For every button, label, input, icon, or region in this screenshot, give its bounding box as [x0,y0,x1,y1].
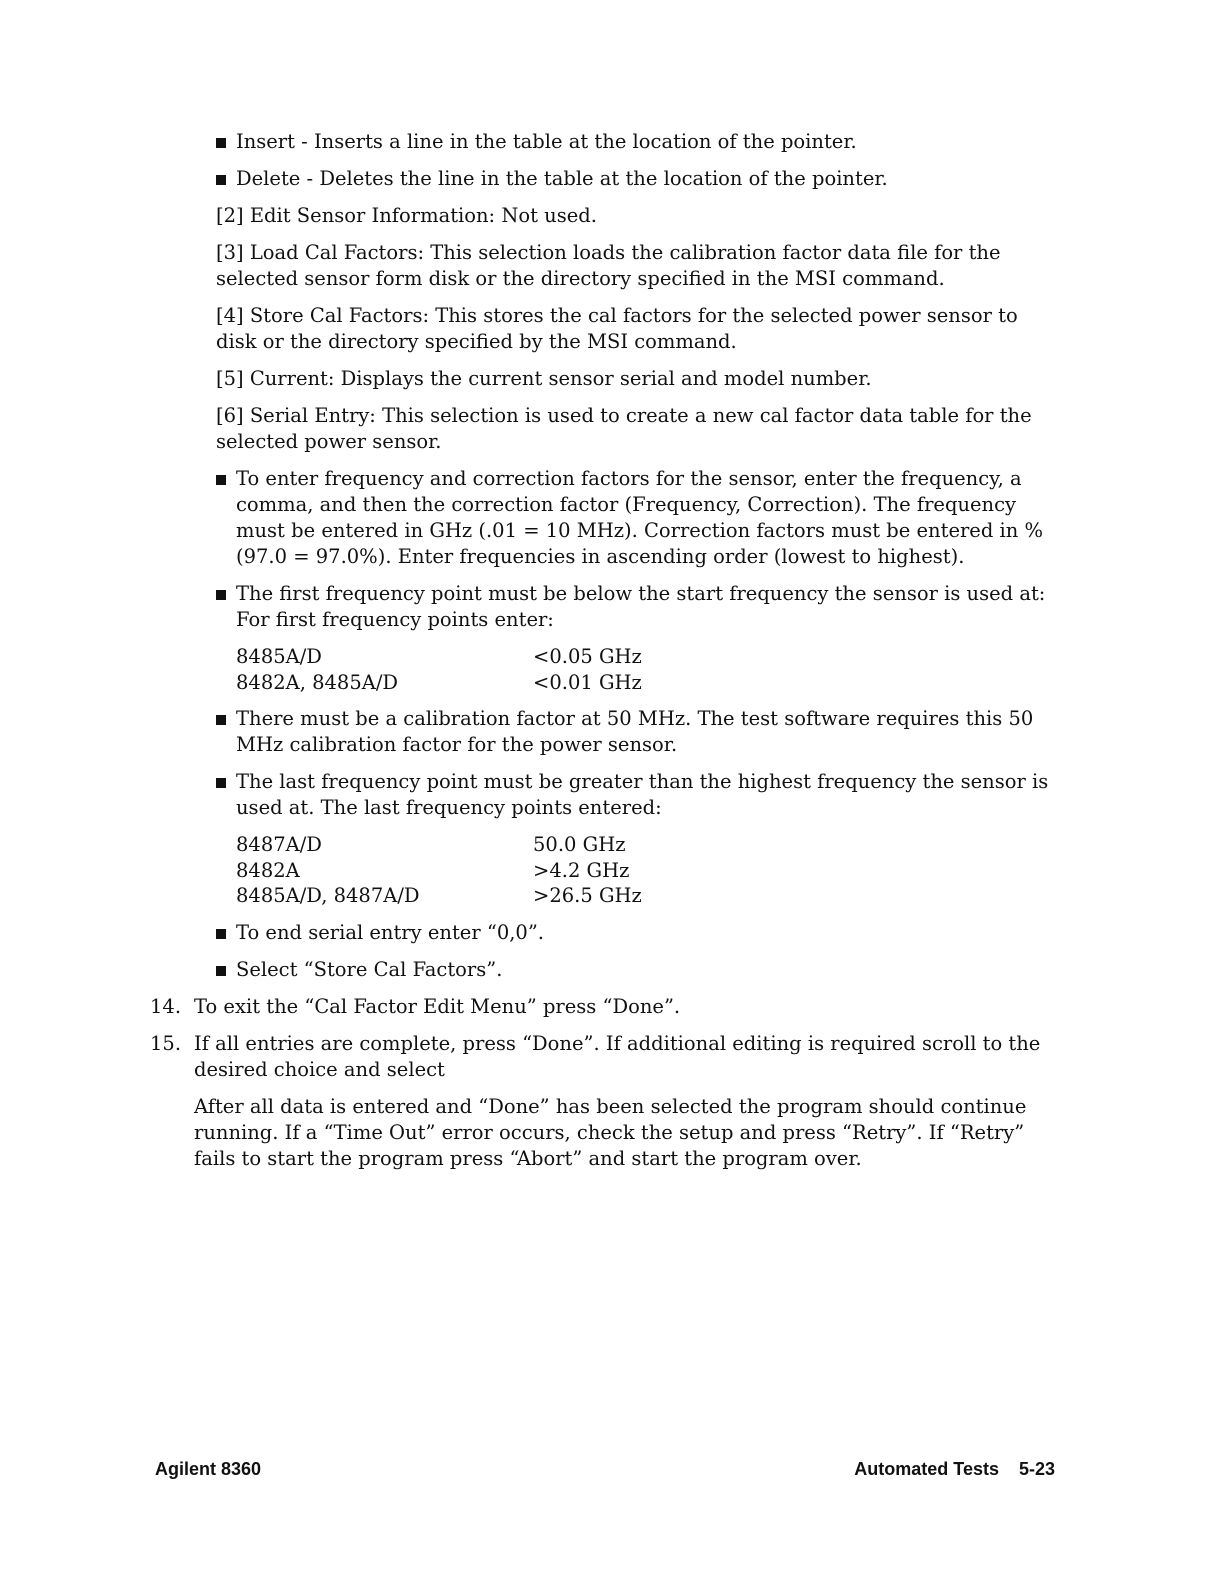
square-bullet-icon [216,590,226,600]
table-row [236,670,642,696]
footer-page-number: 5-23 [1018,1459,1055,1479]
cal-factor-menu-section [216,129,1054,983]
square-bullet-icon [216,475,226,485]
table-row [236,883,642,909]
page-content [150,129,1054,1183]
last-frequency-table [236,832,642,909]
footer-section: Automated Tests [854,1459,999,1479]
bullet-last-frequency [216,769,1054,821]
frequency-cell: <0.01 GHz [533,670,642,694]
frequency-cell: >4.2 GHz [533,858,630,882]
square-bullet-icon [216,778,226,788]
bullet-50mhz-factor [216,706,1054,758]
sensor-cell: 8487A/D [236,833,322,856]
bullet-text: The last frequency point must be greater than the highest frequency the sensor is used at. The last frequency points entered: [236,770,1049,819]
sensor-cell: 8482A, 8485A/D [236,670,399,694]
frequency-cell: 50.0 GHz [533,833,626,856]
bullet-select-store [216,957,1054,983]
table-row [236,644,642,670]
sensor-cell: 8485A/D, 8487A/D [236,884,420,907]
table-row [236,858,642,884]
step-15 [150,1031,1054,1083]
menu-item-load-cal-factors: [3] Load Cal Factors: This selection loads the calibration factor data file for the selected sensor form disk or the directory specified in the MSI command. [216,241,1001,290]
sensor-cell: 8485A/D [236,645,322,668]
bullet-delete [216,166,1054,192]
bullet-text: The first frequency point must be below the start frequency the sensor is used at: For first frequency points enter: [236,582,1046,631]
bullet-first-frequency [216,581,1054,633]
square-bullet-icon [216,929,226,939]
bullet-text: To end serial entry enter “0,0”. [236,920,544,944]
bullet-text: Delete - Deletes the line in the table at the location of the pointer. [236,167,888,190]
footer-section-page [854,1457,1055,1481]
menu-item-store-cal-factors: [4] Store Cal Factors: This stores the cal factors for the selected power sensor to disk or the directory specified by the MSI command. [216,304,1018,353]
bullet-enter-frequency [216,466,1054,570]
step-14 [150,994,1054,1020]
step-number: 14. [150,994,182,1018]
menu-item-edit-sensor-info: [2] Edit Sensor Information: Not used. [216,204,597,227]
table-row [236,832,642,858]
frequency-cell: >26.5 GHz [533,884,642,907]
square-bullet-icon [216,138,226,148]
step-text: To exit the “Cal Factor Edit Menu” press “Done”. [194,994,681,1018]
square-bullet-icon [216,175,226,185]
footer-product: Agilent 8360 [155,1459,262,1479]
first-frequency-table [236,644,642,695]
bullet-insert [216,129,1054,155]
bullet-text: Select “Store Cal Factors”. [236,957,503,981]
closing-paragraph: After all data is entered and “Done” has been selected the program should continue running. If a “Time Out” error occurs, check the setup and press “Retry”. If “Retry” fails to start the program press “Abort” and start the program over. [194,1094,1027,1170]
sensor-cell: 8482A [236,858,300,882]
menu-item-serial-entry: [6] Serial Entry: This selection is used to create a new cal factor data table for the selected power sensor. [216,404,1032,453]
frequency-cell: <0.05 GHz [533,645,642,668]
square-bullet-icon [216,966,226,976]
bullet-text: Insert - Inserts a line in the table at the location of the pointer. [236,130,857,153]
square-bullet-icon [216,715,226,725]
bullet-text: To enter frequency and correction factors for the sensor, enter the frequency, a comma, and then the correction factor (Frequency, Correction). The frequency must be entered in GHz (.01 = 10 MHz). Correction factors must be entered in % (97.0 = 97.0%). Enter frequencies in ascending order (lowest to highest). [236,467,1044,568]
step-text: If all entries are complete, press “Done”. If additional editing is required scroll to the desired choice and select [194,1031,1041,1081]
bullet-text: There must be a calibration factor at 50 MHz. The test software requires this 50 MHz calibration factor for the power sensor. [236,707,1034,756]
step-number: 15. [150,1031,182,1055]
menu-item-current: [5] Current: Displays the current sensor serial and model number. [216,367,872,390]
bullet-end-serial-entry [216,920,1054,946]
